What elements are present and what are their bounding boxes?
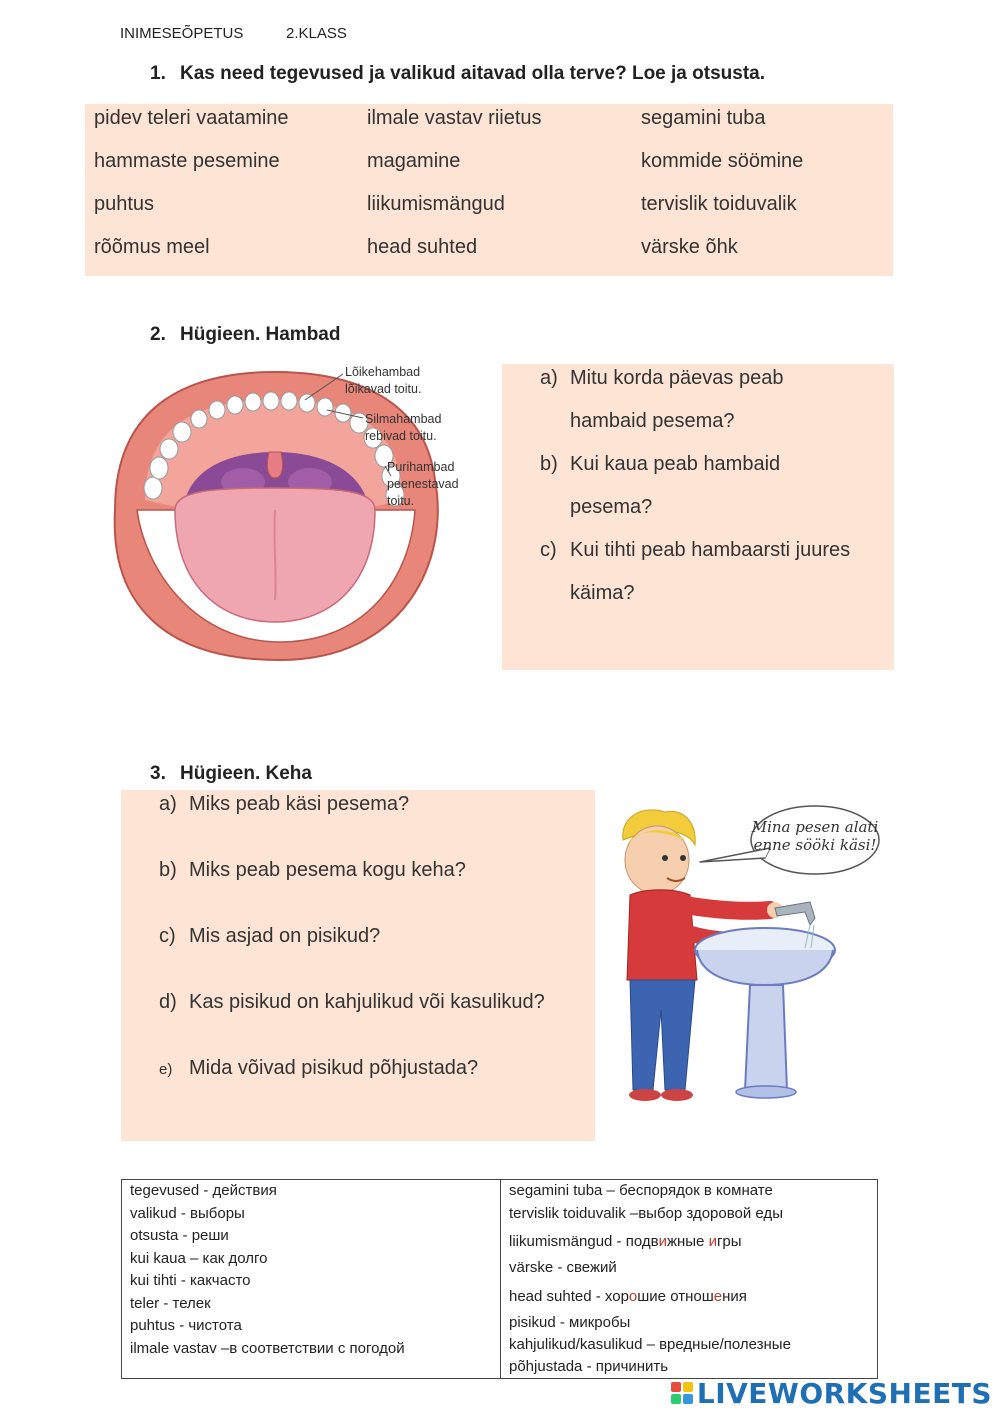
label-molars-desc: peenestavad — [387, 477, 459, 491]
vocab-right-item: tervislik toiduvalik –выбор здоровой еды — [509, 1205, 783, 1222]
q1-number: 1. — [150, 63, 166, 84]
q2-question-a-cont: hambaid pesema? — [570, 410, 735, 432]
vocab-left-item: puhtus - чистота — [130, 1317, 242, 1334]
vocab-left-item: ilmale vastav –в соответствии с погодой — [130, 1340, 405, 1357]
q2-question-a: a) Mitu korda päevas peab — [540, 367, 784, 389]
q2-title-text: Hügieen. Hambad — [180, 324, 341, 345]
grade-label: 2.KLASS — [286, 25, 347, 42]
word-item[interactable]: kommide söömine — [641, 150, 804, 172]
q3-number: 3. — [150, 763, 166, 784]
vocab-right-item: head suhted - хорошие отношения — [509, 1288, 747, 1305]
word-item[interactable]: liikumismängud — [367, 193, 505, 215]
speech-bubble-line-2: enne sööki käsi! — [753, 836, 877, 854]
q3-question-e: e) Mida võivad pisikud põhjustada? — [159, 1057, 479, 1079]
q1-word-box — [85, 104, 893, 276]
word-item[interactable]: pidev teleri vaatamine — [94, 107, 289, 129]
subject-label: INIMESEÕPETUS — [120, 25, 244, 42]
q1-title-text: Kas need tegevused ja valikud aitavad olla terve? Loe ja otsusta. — [180, 63, 765, 84]
label-incisors-desc: lõikavad toitu. — [345, 382, 422, 396]
q2-question-b-cont: pesema? — [570, 496, 653, 518]
label-canines: Silmahambad — [365, 412, 442, 426]
vocab-left-item: valikud - выборы — [130, 1205, 245, 1222]
word-item[interactable]: magamine — [367, 150, 461, 172]
mouth-illustration — [105, 360, 480, 670]
label-molars-desc-2: toitu. — [387, 494, 415, 508]
word-item[interactable]: puhtus — [94, 193, 155, 215]
vocabulary-divider — [500, 1180, 501, 1378]
vocab-left-item: teler - телек — [130, 1295, 211, 1312]
vocab-right-item: pisikud - микробы — [509, 1314, 631, 1331]
q2-question-box — [502, 364, 894, 670]
vocab-right-item: segamini tuba – беспорядок в комнате — [509, 1182, 773, 1199]
vocab-right-item: kahjulikud/kasulikud – вредные/полезные — [509, 1336, 791, 1353]
word-item[interactable]: segamini tuba — [641, 107, 766, 129]
vocab-left-item: tegevused - действия — [130, 1182, 277, 1199]
boy-washing-hands-illustration — [605, 800, 880, 1110]
word-item[interactable]: head suhted — [367, 236, 478, 258]
logo-mark-icon — [671, 1382, 693, 1404]
word-item[interactable]: värske õhk — [641, 236, 738, 258]
speech-bubble-line-1: Mina pesen alati — [751, 818, 879, 836]
vocabulary-table — [121, 1179, 878, 1379]
vocab-right-item: värske - свежий — [509, 1259, 617, 1276]
q3-question-c: c) Mis asjad on pisikud? — [159, 925, 381, 947]
vocab-left-item: kui kaua – как долго — [130, 1250, 268, 1267]
q1-title — [150, 63, 765, 85]
vocab-right-item: liikumismängud - подвижные игры — [509, 1233, 742, 1250]
q3-title-text: Hügieen. Keha — [180, 763, 312, 784]
vocab-left-item: kui tihti - какчасто — [130, 1272, 251, 1289]
q3-question-d: d) Kas pisikud on kahjulikud või kasulikud? — [159, 991, 545, 1013]
word-item[interactable]: ilmale vastav riietus — [367, 107, 542, 129]
label-molars: Purihambad — [387, 460, 455, 474]
q2-title — [150, 324, 340, 346]
q3-title — [150, 763, 312, 785]
word-item[interactable]: rõõmus meel — [94, 236, 210, 258]
word-item[interactable]: hammaste pesemine — [94, 150, 280, 172]
logo-text: LIVEWORKSHEETS — [696, 1376, 992, 1410]
label-incisors: Lõikehambad — [345, 365, 421, 379]
q2-question-c-cont: käima? — [570, 582, 635, 604]
q2-question-b: b) Kui kaua peab hambaid — [540, 453, 781, 475]
liveworksheets-logo — [671, 1378, 992, 1408]
q3-question-box — [121, 790, 595, 1141]
q2-question-c: c) Kui tihti peab hambaarsti juures — [540, 539, 851, 561]
vocab-right-item: põhjustada - причинить — [509, 1358, 669, 1375]
q3-question-a: a) Miks peab käsi pesema? — [159, 793, 410, 815]
word-item[interactable]: tervislik toiduvalik — [641, 193, 797, 215]
label-canines-desc: rebivad toitu. — [365, 429, 437, 443]
vocab-left-item: otsusta - реши — [130, 1227, 229, 1244]
q3-question-b: b) Miks peab pesema kogu keha? — [159, 859, 466, 881]
q2-number: 2. — [150, 324, 166, 345]
